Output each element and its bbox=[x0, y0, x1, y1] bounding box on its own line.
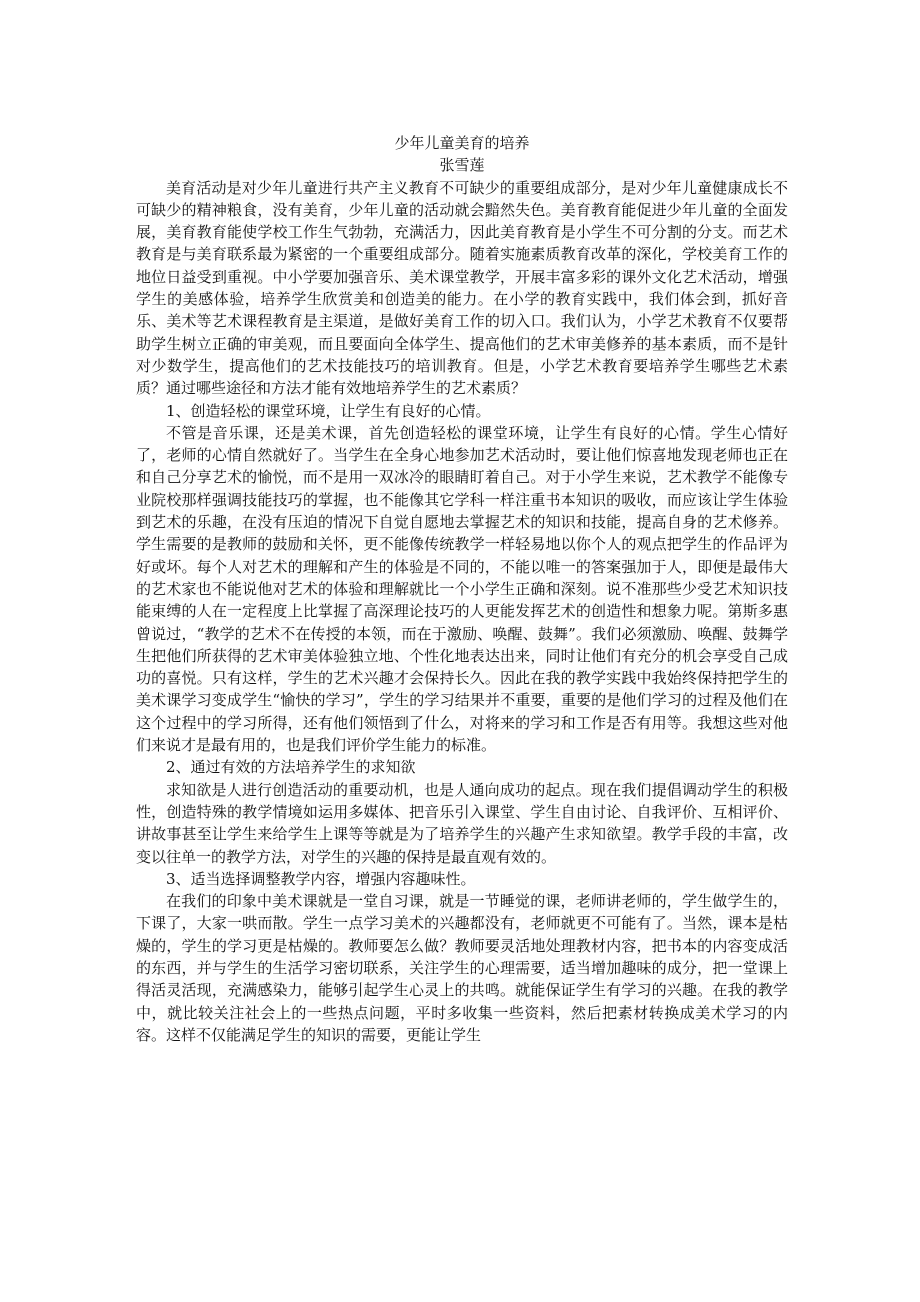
paragraph-section-1: 不管是音乐课，还是美术课，首先创造轻松的课堂环境，让学生有良好的心情。学生心情好了，老师的心情自然就好了。当学生在全身心地参加艺术活动时，要让他们惊喜地发现老师也正在和自己分享艺术的愉悦，而不是用一双冰冷的眼睛盯着自己。对于小学生来说，艺术教学不能像专业院校那样强调技能技巧的掌握，也不能像其它学科一样注重书本知识的吸收，而应该让学生体验到艺术的乐趣，在没有压迫的情况下自觉自愿地去掌握艺术的知识和技能，提高自身的艺术修养。学生需要的是教师的鼓励和关怀，更不能像传统教学一样轻易地以你个人的观点把学生的作品评为好或坏。每个人对艺术的理解和产生的体验是不同的，不能以唯一的答案强加于人，即便是最伟大的艺术家也不能说他对艺术的体验和理解就比一个小学生正确和深刻。说不准那些少受艺术知识技能束缚的人在一定程度上比掌握了高深理论技巧的人更能发挥艺术的创造性和想象力呢。第斯多惠曾说过，“教学的艺术不在传授的本领，而在于激励、唤醒、鼓舞”。我们必须激励、唤醒、鼓舞学生把他们所获得的艺术审美体验独立地、个性化地表达出来，同时让他们有充分的机会享受自己成功的喜悦。只有这样，学生的艺术兴趣才会保持长久。因此在我的教学实践中我始终保持把学生的美术课学习变成学生“愉快的学习”，学生的学习结果并不重要，重要的是他们学习的过程及他们在这个过程中的学习所得，还有他们领悟到了什么，对将来的学习和工作是否有用等。我想这些对他们来说才是最有用的，也是我们评价学生能力的标准。 bbox=[136, 423, 788, 755]
section-heading-1: 1、创造轻松的课堂环境，让学生有良好的心情。 bbox=[166, 401, 491, 420]
section-heading-3: 3、适当选择调整教学内容，增强内容趣味性。 bbox=[166, 869, 476, 888]
document-author: 张雪莲 bbox=[439, 156, 485, 175]
paragraph-intro: 美育活动是对少年儿童进行共产主义教育不可缺少的重要组成部分，是对少年儿童健康成长不可缺少的精神粮食，没有美育，少年儿童的活动就会黯然失色。美育教育能促进少年儿童的全面发展，美育教育能使学校工作生气勃勃，充满活力，因此美育教育是小学生不可分割的分支。而艺术教育是与美育联系最为紧密的一个重要组成部分。随着实施素质教育改革的深化，学校美育工作的地位日益受到重视。中小学要加强音乐、美术课堂教学，开展丰富多彩的课外文化艺术活动，增强学生的美感体验，培养学生欣赏美和创造美的能力。在小学的教育实践中，我们体会到，抓好音乐、美术等艺术课程教育是主渠道，是做好美育工作的切入口。我们认为，小学艺术教育不仅要帮助学生树立正确的审美观，而且要面向全体学生、提高他们的艺术审美修养的基本素质，而不是针对少数学生，提高他们的艺术技能技巧的培训教育。但是，小学艺术教育要培养学生哪些艺术素质？通过哪些途径和方法才能有效地培养学生的艺术素质？ bbox=[136, 178, 788, 398]
document-title: 少年儿童美育的培养 bbox=[394, 134, 530, 152]
document-body bbox=[136, 130, 788, 1046]
section-heading-2: 2、通过有效的方法培养学生的求知欲 bbox=[166, 758, 416, 777]
paragraph-section-2: 求知欲是人进行创造活动的重要动机，也是人通向成功的起点。现在我们提倡调动学生的积极性，创造特殊的教学情境如运用多媒体、把音乐引入课堂、学生自由讨论、自我评价、互相评价、讲故事甚至让学生来给学生上课等等就是为了培养学生的兴趣产生求知欲望。教学手段的丰富，改变以往单一的教学方法，对学生的兴趣的保持是最直观有效的。 bbox=[136, 780, 788, 866]
paragraph-section-3: 在我们的印象中美术课就是一堂自习课，就是一节睡觉的课，老师讲老师的，学生做学生的，下课了，大家一哄而散。学生一点学习美术的兴趣都没有，老师就更不可能有了。当然，课本是枯燥的，学生的学习更是枯燥的。教师要怎么做？教师要灵活地处理教材内容，把书本的内容变成活的东西，并与学生的生活学习密切联系，关注学生的心理需要，适当增加趣味的成分，把一堂课上得活灵活现，充满感染力，能够引起学生心灵上的共鸣。就能保证学生有学习的兴趣。在我的教学中，就比较关注社会上的一些热点问题，平时多收集一些资料，然后把素材转换成美术学习的内容。这样不仅能满足学生的知识的需要，更能让学生 bbox=[136, 892, 788, 1044]
